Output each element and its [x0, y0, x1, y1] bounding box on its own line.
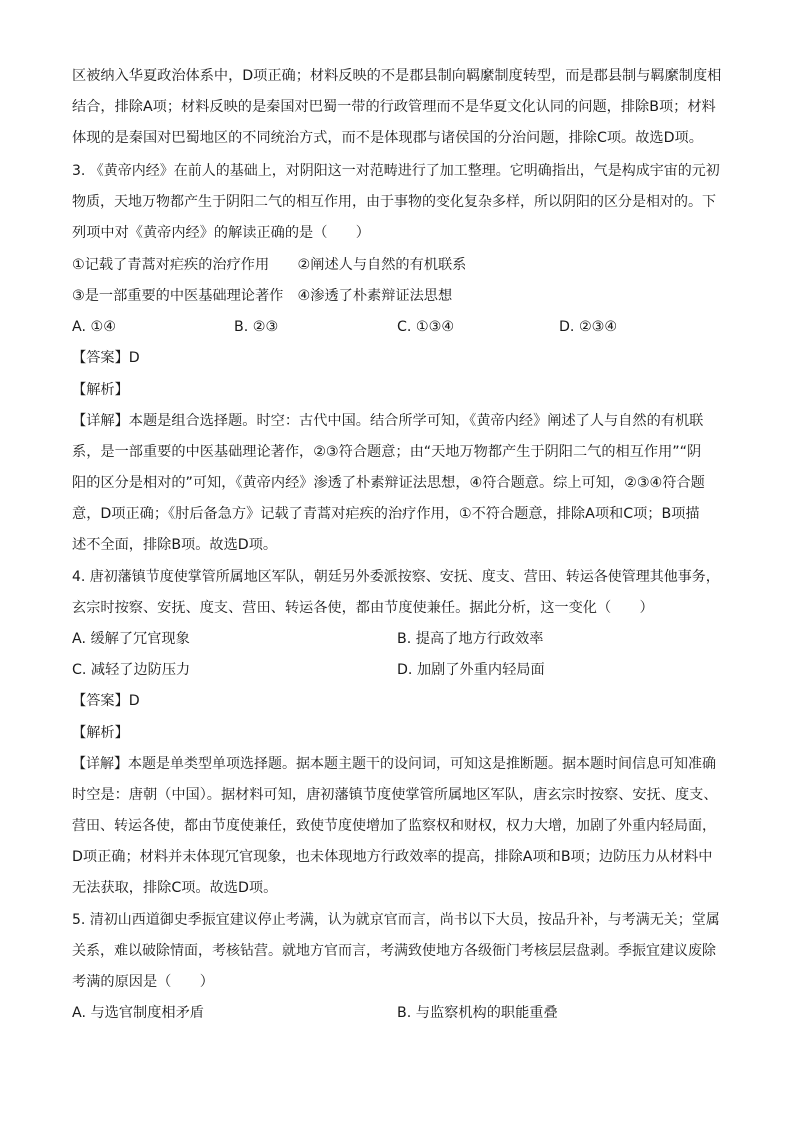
q4-option-b: B. 提高了地方行政效率 — [397, 631, 544, 647]
paragraph-line: 体现的是秦国对巴蜀地区的不同统治方式，而不是体现郡与诸侯国的分治问题，排除C项。故选D项。 — [72, 130, 703, 146]
q5-option-a: A. 与选官制度相矛盾 — [72, 1005, 204, 1021]
q5-stem-line: 考满的原因是（ ） — [72, 974, 214, 990]
q3-option-b: B. ②③ — [234, 319, 279, 335]
q3-stem-line: 列项中对《黄帝内经》的解读正确的是（ ） — [72, 225, 370, 241]
q4-stem-line: 玄宗时按察、安抚、度支、营田、转运各使，都由节度使兼任。据此分析，这一变化（ ） — [72, 600, 654, 616]
q3-statement-line: ③是一部重要的中医基础理论著作 ④渗透了朴素辩证法思想 — [72, 288, 453, 304]
q3-statement-line: ①记载了青蒿对疟疾的治疗作用 ②阐述人与自然的有机联系 — [72, 257, 467, 273]
q4-option-d: D. 加剧了外重内轻局面 — [397, 662, 545, 678]
q3-detail-line: 系，是一部重要的中医基础理论著作，②③符合题意；由“天地万物都产生于阴阳二气的相互作用”“阴 — [72, 444, 702, 460]
q5-option-b: B. 与监察机构的职能重叠 — [397, 1005, 558, 1021]
q3-detail-line: 述不全面，排除B项。故选D项。 — [72, 537, 278, 553]
q4-detail-line: 时空是：唐朝（中国）。据材料可知，唐初藩镇节度使掌管所属地区军队，唐玄宗时按察、安抚、度支、 — [72, 787, 718, 803]
q3-option-c: C. ①③④ — [397, 319, 455, 335]
q3-option-a: A. ①④ — [72, 319, 116, 335]
q5-stem-line: 5. 清初山西道御史季振宜建议停止考满，认为就京官而言，尚书以下大员，按品升补，与考满无关；堂属 — [72, 912, 720, 928]
q3-stem-line: 物质，天地万物都产生于阴阳二气的相互作用，由于事物的变化复杂多样，所以阴阳的区分是相对的。下 — [72, 194, 716, 210]
q4-stem-line: 4. 唐初藩镇节度使掌管所属地区军队，朝廷另外委派按察、安抚、度支、营田、转运各使管理其他事务， — [72, 569, 720, 585]
q4-detail-line: 【详解】本题是单类型单项选择题。据本题主题干的设问词，可知这是推断题。据本题时间信息可知准确 — [72, 756, 716, 772]
q4-option-c: C. 减轻了边防压力 — [72, 662, 191, 678]
paragraph-line: 区被纳入华夏政治体系中，D项正确；材料反映的不是郡县制向羁縻制度转型，而是郡县制与羁縻制度相 — [72, 68, 722, 84]
q3-detail-line: 【详解】本题是组合选择题。时空：古代中国。结合所学可知，《黄帝内经》阐述了人与自然的有机联 — [72, 413, 704, 429]
q4-answer: 【答案】D — [72, 693, 140, 709]
q3-answer: 【答案】D — [72, 350, 140, 366]
paragraph-line: 结合，排除A项；材料反映的是秦国对巴蜀一带的行政管理而不是华夏文化认同的问题，排除B项；材料 — [72, 99, 716, 115]
q4-option-a: A. 缓解了冗官现象 — [72, 631, 190, 647]
q4-detail-line: 营田、转运各使，都由节度使兼任，致使节度使增加了监察权和财权，权力大增，加剧了外重内轻局面， — [72, 818, 716, 834]
q3-detail-line: 意，D项正确；《肘后备急方》记载了青蒿对疟疾的治疗作用，①不符合题意，排除A项和C项；B项描 — [72, 506, 700, 522]
q5-stem-line: 关系，难以破除情面，考核钻营。就地方官而言，考满致使地方各级衙门考核层层盘剥。季振宜建议废除 — [72, 943, 716, 959]
q3-analysis-heading: 【解析】 — [72, 382, 129, 398]
q3-option-d: D. ②③④ — [559, 319, 618, 335]
q4-detail-line: D项正确；材料并未体现冗官现象，也未体现地方行政效率的提高，排除A项和B项；边防压力从材料中 — [72, 849, 713, 865]
q3-detail-line: 阳的区分是相对的”可知，《黄帝内经》渗透了朴素辩证法思想，④符合题意。综上可知，②③④符合题 — [72, 475, 705, 491]
q4-analysis-heading: 【解析】 — [72, 725, 129, 741]
q3-stem-line: 3. 《黄帝内经》在前人的基础上，对阴阳这一对范畴进行了加工整理。它明确指出，气是构成宇宙的元初 — [72, 163, 720, 179]
q4-detail-line: 无法获取，排除C项。故选D项。 — [72, 880, 278, 896]
